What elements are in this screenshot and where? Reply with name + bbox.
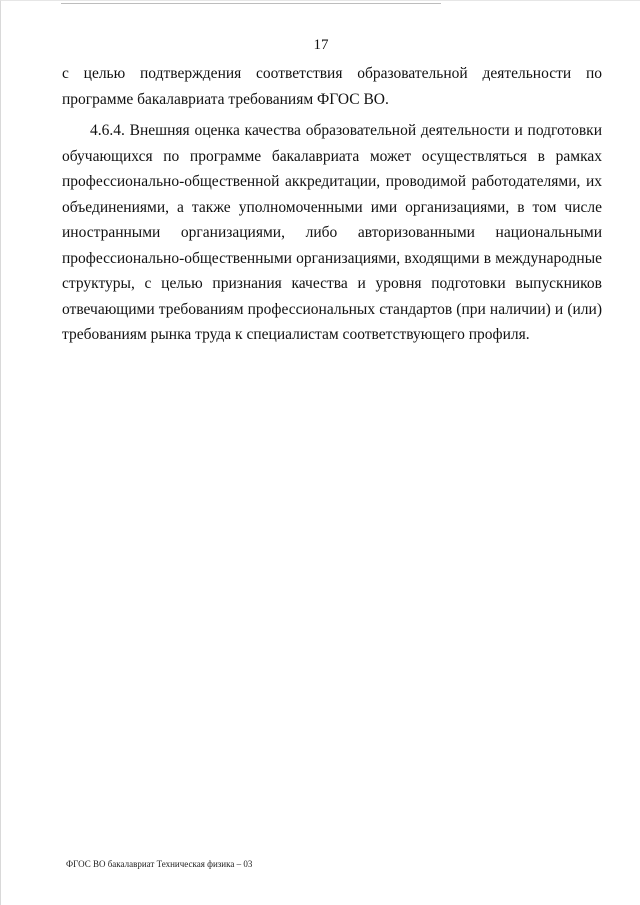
paragraph-continuation: с целью подтверждения соответствия образовательной деятельности по программе бакалавриата требованиям ФГОС ВО.	[62, 65, 602, 108]
top-edge-line	[61, 3, 441, 4]
page-number: 17	[313, 37, 329, 53]
page-footer: ФГОС ВО бакалавриат Техническая физика – 03	[66, 859, 253, 869]
document-body	[62, 61, 602, 348]
paragraph-4-6-4: 4.6.4. Внешняя оценка качества образовательной деятельности и подготовки обучающихся по программе бакалавриата может осуществляться в рамках профессионально-общественной аккредитации, проводимой работодателями, их объединениями, а также уполномоченными ими организациями, в том числе иностранными организациями, либо авторизованными национальными профессионально-общественными организациями, входящими в международные структуры, с целью признания качества и уровня подготовки выпускников отвечающими требованиям профессиональных стандартов (при наличии) и (или) требованиям рынка труда к специалистам соответствующего профиля.	[62, 122, 602, 343]
